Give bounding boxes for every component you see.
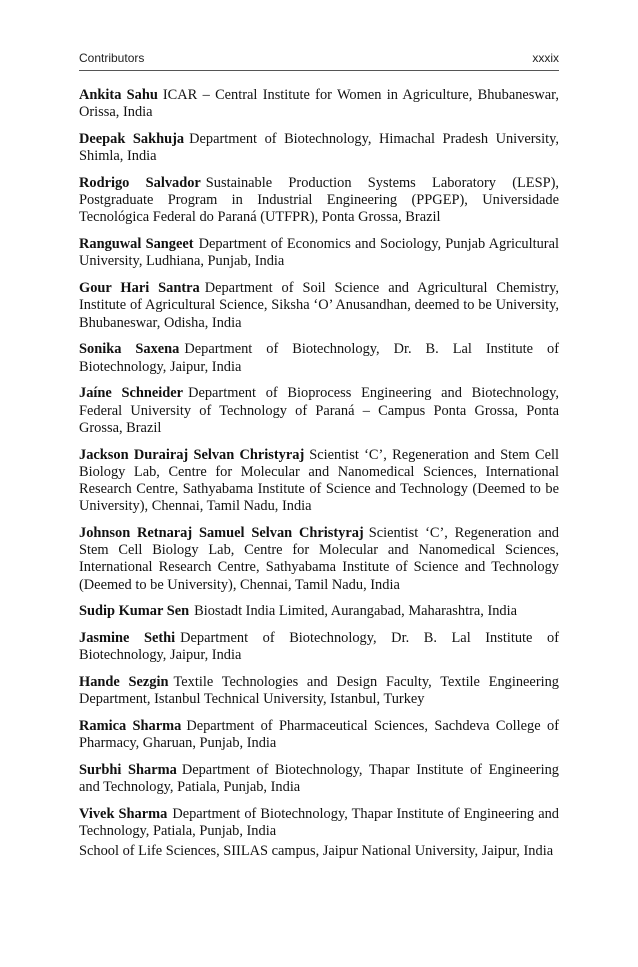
- contributor-entry: [79, 280, 559, 332]
- contributor-affiliation: Department of Biotechnology, Thapar Institute of Engineering and Technology, Patiala, Punjab, India: [79, 762, 559, 796]
- contributor-name: Jackson Durairaj Selvan Christyraj: [79, 446, 305, 463]
- header-rule: [79, 70, 559, 71]
- contributor-name: Rodrigo Salvador: [79, 175, 201, 191]
- contributor-affiliation: Department of Biotechnology, Himachal Pradesh University, Shimla, India: [79, 131, 559, 165]
- contributor-entry: [79, 175, 559, 227]
- section-title: Contributors: [79, 51, 145, 65]
- contributor-name: Ranguwal Sangeet: [79, 236, 194, 253]
- contributor-entry: [79, 806, 559, 840]
- contributor-affiliation: Department of Biotechnology, Dr. B. Lal Institute of Biotechnology, Jaipur, India: [79, 341, 559, 375]
- contributor-affiliation: Department of Bioprocess Engineering and Biotechnology, Federal University of Technology of Paraná – Campus Ponta Grossa, Ponta Grossa, Brazil: [79, 385, 559, 436]
- contributor-affiliation: Department of Biotechnology, Dr. B. Lal Institute of Biotechnology, Jaipur, India: [79, 630, 559, 664]
- contributor-name: Hande Sezgin: [79, 674, 169, 691]
- running-header: [79, 50, 559, 70]
- contributor-name: Ramica Sharma: [79, 718, 182, 735]
- contributor-affiliation: Textile Technologies and Design Faculty, Textile Engineering Department, Istanbul Technical University, Istanbul, Turkey: [79, 674, 559, 708]
- contributor-name: Jasmine Sethi: [79, 630, 176, 647]
- contributor-affiliation: Department of Biotechnology, Thapar Institute of Engineering and Technology, Patiala, Punjab, India: [79, 806, 559, 840]
- contributor-entry: [79, 131, 559, 165]
- contributor-entry: [79, 341, 559, 375]
- contributor-name: Sonika Saxena: [79, 341, 180, 358]
- contributor-affiliation: Department of Pharmaceutical Sciences, Sachdeva College of Pharmacy, Gharuan, Punjab, India: [79, 718, 560, 752]
- contributor-name: Johnson Retnaraj Samuel Selvan Christyraj: [79, 525, 364, 542]
- contributor-entry: [79, 762, 559, 796]
- contributor-affiliation: Department of Economics and Sociology, Punjab Agricultural University, Ludhiana, Punjab, India: [79, 236, 559, 270]
- contributor-entry: [79, 525, 559, 594]
- contributor-affiliation: Scientist ‘C’, Regeneration and Stem Cell Biology Lab, Centre for Molecular and Nanomedical Sciences, International Research Centre, Sathyabama Institute of Science and Technology (Deemed to be University), Chennai, Tamil Nadu, India: [79, 446, 559, 515]
- contributor-affiliation: Department of Soil Science and Agricultural Chemistry, Institute of Agricultural Science, Siksha ‘O’ Anusandhan, deemed to be University, Bhubaneswar, Odisha, India: [79, 280, 559, 331]
- contributor-name: Deepak Sakhuja: [79, 131, 185, 147]
- contributor-affiliation: Scientist ‘C’, Regeneration and Stem Cell Biology Lab, Centre for Molecular and Nanomedical Sciences, International Research Centre, Sathyabama Institute of Science and Technology (Deemed to be University), Chennai, Tamil Nadu, India: [79, 525, 559, 593]
- contributor-name: Gour Hari Santra: [79, 280, 200, 297]
- contributor-extra-affiliation: School of Life Sciences, SIILAS campus, Jaipur National University, Jaipur, India: [79, 842, 554, 859]
- contributor-name: Sudip Kumar Sen: [79, 603, 190, 620]
- contributor-entry: [79, 87, 559, 121]
- contributor-entry: [79, 603, 559, 620]
- contributor-name: Ankita Sahu: [79, 87, 158, 103]
- contributor-affiliation: Biostadt India Limited, Aurangabad, Maharashtra, India: [194, 603, 518, 620]
- contributor-entry: [79, 385, 559, 437]
- contributor-affiliation: Sustainable Production Systems Laboratory (LESP), Postgraduate Program in Industrial Engineering (PPGEP), Universidade Tecnológica Federal do Paraná (UTFPR), Ponta Grossa, Brazil: [79, 175, 559, 226]
- contributor-entry: [79, 447, 559, 516]
- contributor-name: Vivek Sharma: [79, 806, 168, 823]
- contributor-entry: [79, 630, 559, 664]
- contributor-entry: [79, 236, 559, 270]
- contributor-entry: [79, 718, 559, 752]
- contributors-list: [79, 87, 559, 860]
- contributor-affiliation: ICAR – Central Institute for Women in Agriculture, Bhubaneswar, Orissa, India: [79, 87, 559, 121]
- contributor-name: Surbhi Sharma: [79, 762, 177, 779]
- page-number: xxxix: [532, 51, 559, 65]
- contributor-entry: [79, 674, 559, 708]
- contributor-name: Jaíne Schneider: [79, 385, 184, 402]
